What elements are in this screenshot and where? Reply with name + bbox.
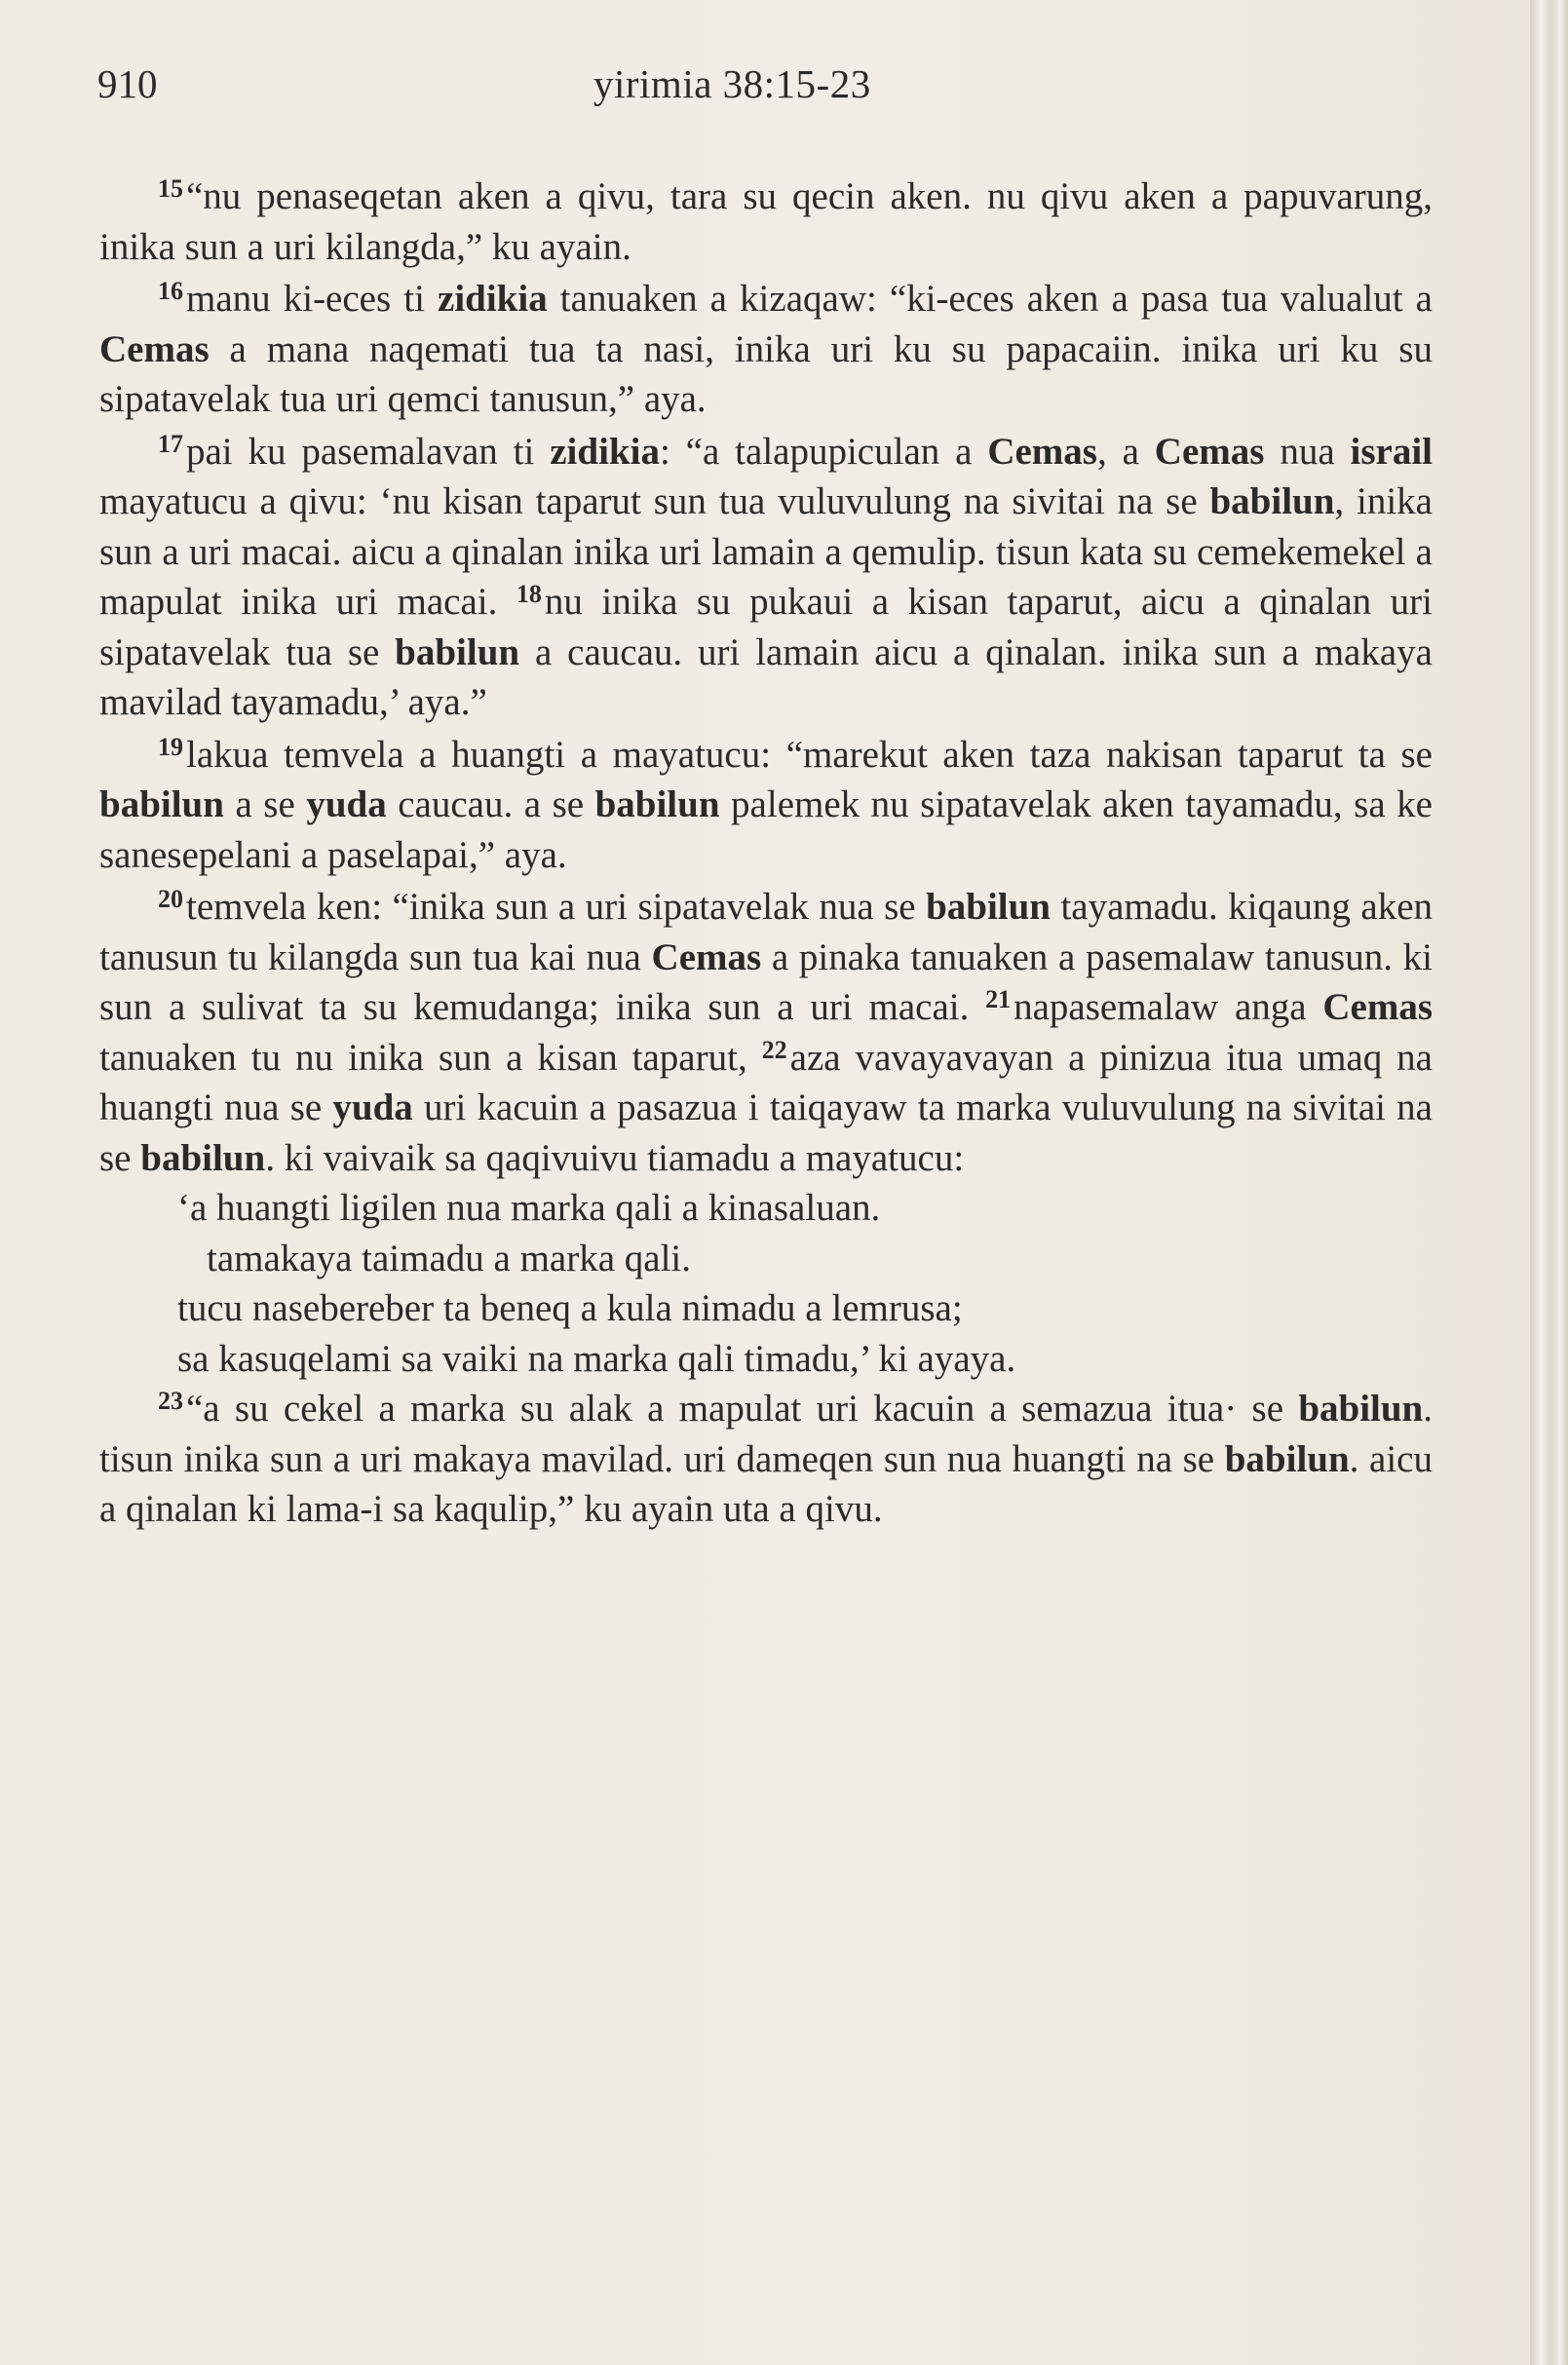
running-head: yirimia 38:15-23 — [593, 61, 871, 106]
bold-name: babilun — [1209, 480, 1335, 522]
verse-text: a mana naqemati tua ta nasi, inika uri ku su papacaiin. inika uri ku su sipatavelak tua uri qemci tanusun,” aya. — [99, 327, 1433, 420]
bold-name: Cemas — [651, 935, 762, 978]
page-number: 910 — [97, 61, 158, 106]
verse-text: temvela ken: “inika sun a uri sipatavelak nua se — [186, 886, 927, 928]
verse-number: 17 — [158, 429, 183, 458]
bold-name: Cemas — [987, 430, 1097, 473]
poetry-line: tucu nasebereber ta beneq a kula nimadu a lemrusa; — [177, 1287, 963, 1329]
verse-text: pai ku pasemalavan ti — [186, 430, 551, 473]
poetry-line: tamakaya taimadu a marka qali. — [207, 1237, 692, 1279]
bold-name: Cemas — [1322, 986, 1434, 1028]
verse-text: caucau. a se — [386, 783, 595, 825]
page-header — [94, 60, 1438, 119]
verse-number: 18 — [516, 580, 542, 608]
verse-number: 19 — [158, 732, 183, 761]
verse-text: “nu penaseqetan aken a qivu, tara su qecin aken. nu qivu aken a papuvarung, inika sun a uri kilangda,” ku ayain. — [99, 175, 1433, 268]
bold-name: Cemas — [99, 327, 210, 370]
verse-text: nua — [1264, 430, 1351, 473]
verse-number: 23 — [158, 1387, 183, 1415]
bold-name: Cemas — [1154, 430, 1265, 473]
verse-19 — [99, 730, 1433, 881]
bold-name: babilun — [99, 783, 224, 825]
bold-name: israil — [1350, 430, 1434, 473]
verse-text: : “a talapupiculan a — [659, 430, 988, 473]
verse-text: , inika sun a uri macai. aicu a qinalan inika uri lamain a qemulip. tisun kata su cemekemekel a mapulat inika uri macai. — [99, 480, 1433, 623]
poetry-block — [99, 1183, 1433, 1384]
poetry-line: sa kasuqelami sa vaiki na marka qali timadu,’ ki ayaya. — [177, 1337, 1016, 1380]
verse-number: 22 — [761, 1035, 787, 1064]
page-edge — [1530, 0, 1568, 2365]
bold-name: babilun — [140, 1136, 266, 1179]
verse-text: tanuaken tu nu inika sun a kisan taparut, — [99, 1036, 762, 1079]
verse-20-22 — [99, 882, 1433, 1183]
bold-name: babilun — [926, 886, 1051, 928]
verse-text: . aicu a qinalan ki lama-i sa kaqulip,” ku ayain uta a qivu. — [99, 1437, 1433, 1530]
bold-name: babilun — [1224, 1437, 1350, 1480]
verse-text: tayamadu. kiqaung aken tanusun tu kilangda sun tua kai nua — [99, 886, 1433, 978]
bold-name: babilun — [395, 630, 520, 673]
verse-text: aza vavayavayan a pinizua itua umaq na huangti nua se — [99, 1036, 1433, 1128]
bold-name: zidikia — [550, 430, 660, 473]
verse-text: manu ki-eces ti — [186, 278, 439, 320]
verse-text: , a — [1096, 430, 1155, 473]
verse-text: a caucau. uri lamain aicu a qinalan. inika sun a makaya mavilad tayamadu,’ aya.” — [99, 630, 1433, 723]
verse-text: uri kacuin a pasazua i taiqayaw ta marka vuluvulung na sivitai na se — [99, 1087, 1433, 1179]
scripture-text — [99, 172, 1433, 1535]
bold-name: yuda — [332, 1087, 413, 1128]
bold-name: babilun — [1298, 1388, 1424, 1430]
verse-number: 20 — [158, 885, 183, 913]
bold-name: zidikia — [438, 278, 548, 320]
verse-number: 16 — [158, 277, 183, 305]
verse-text: nu inika su pukaui a kisan taparut, aicu a qinalan uri sipatavelak tua se — [99, 581, 1433, 673]
verse-16 — [99, 274, 1433, 425]
verse-text: palemek nu sipatavelak aken tayamadu, sa ke sanesepelani a paselapai,” aya. — [99, 783, 1433, 876]
poetry-line: ‘a huangti ligilen nua marka qali a kinasaluan. — [177, 1187, 881, 1229]
verse-text: . ki vaivaik sa qaqivuivu tiamadu a mayatucu: — [265, 1136, 965, 1179]
verse-text: a se — [223, 783, 307, 825]
verse-17-18 — [99, 427, 1433, 728]
bold-name: babilun — [594, 783, 720, 825]
verse-text: mayatucu a qivu: ‘nu kisan taparut sun tua vuluvulung na sivitai na se — [99, 480, 1210, 522]
verse-number: 21 — [985, 985, 1012, 1013]
verse-23 — [99, 1384, 1433, 1535]
verse-text: a pinaka tanuaken a pasemalaw tanusun. ki sun a sulivat ta su kemudanga; inika sun a uri macai. — [99, 935, 1433, 1028]
verse-15 — [99, 172, 1433, 272]
bold-name: yuda — [306, 783, 387, 825]
verse-text: tanuaken a kizaqaw: “ki-eces aken a pasa tua valualut a — [547, 278, 1433, 320]
verse-text: “a su cekel a marka su alak a mapulat uri kacuin a semazua itua· se — [186, 1388, 1299, 1430]
verse-text: . tisun inika sun a uri makaya mavilad. uri dameqen sun nua huangti na se — [99, 1388, 1433, 1480]
verse-text: lakua temvela a huangti a mayatucu: “marekut aken taza nakisan taparut ta se — [186, 733, 1433, 776]
verse-number: 15 — [158, 174, 183, 203]
verse-text: napasemalaw anga — [1013, 986, 1323, 1028]
